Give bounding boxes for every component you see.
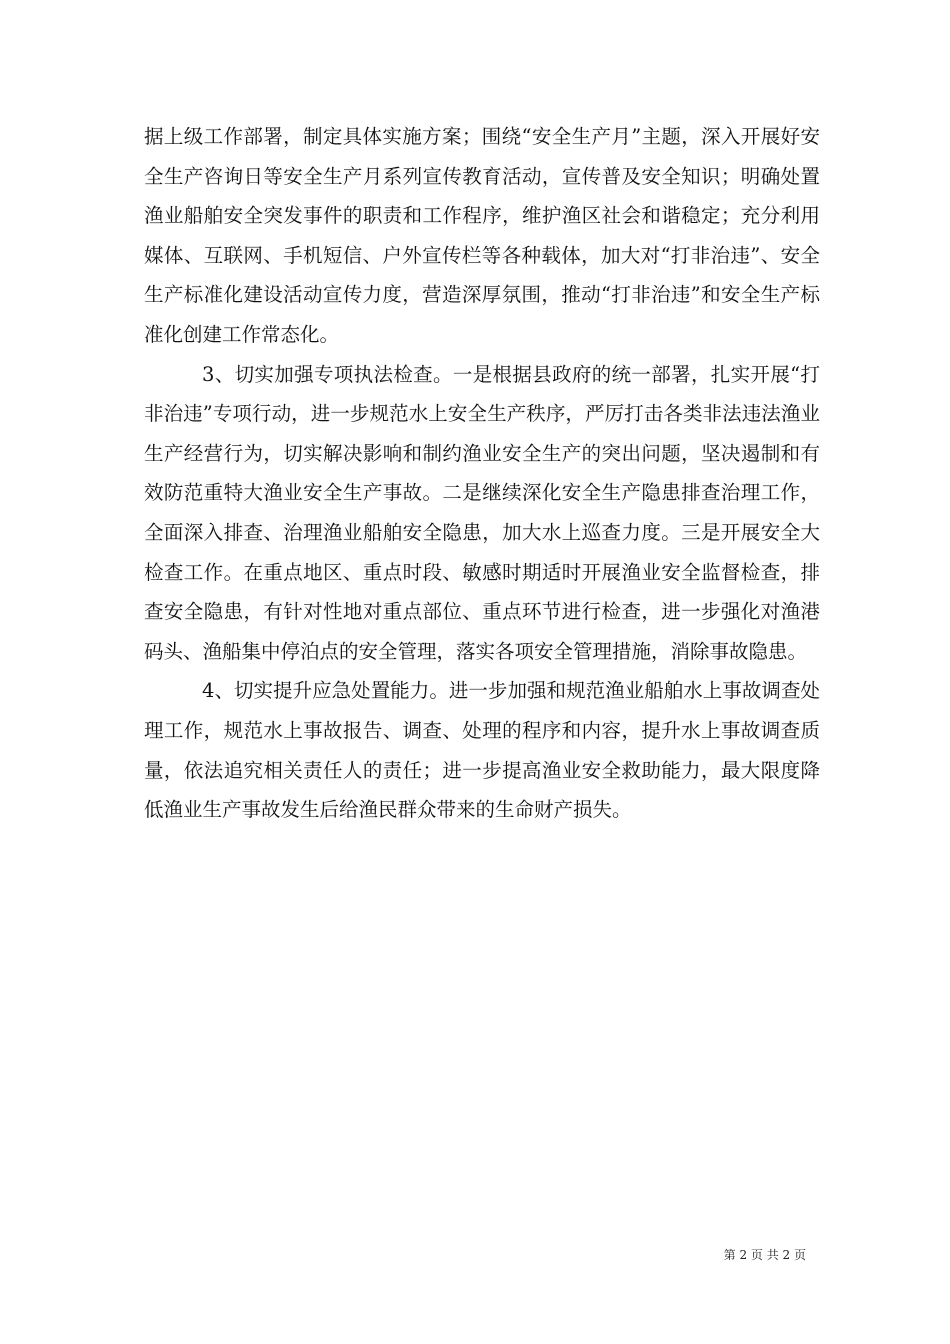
document-body (144, 117, 820, 830)
paragraph-item-3: 3、切实加强专项执法检查。一是根据县政府的统一部署，扎实开展“打非治违”专项行动，进一步规范水上安全生产秩序，严厉打击各类非法违法渔业生产经营行为，切实解决影响和制约渔业安全生产的突出问题，坚决遏制和有效防范重特大渔业安全生产事故。二是继续深化安全生产隐患排查治理工作，全面深入排查、治理渔业船舶安全隐患，加大水上巡查力度。三是开展安全大检查工作。在重点地区、重点时段、敏感时期适时开展渔业安全监督检查，排查安全隐患，有针对性地对重点部位、重点环节进行检查，进一步强化对渔港码头、渔船集中停泊点的安全管理，落实各项安全管理措施，消除事故隐患。 (144, 362, 820, 663)
paragraph-item-4: 4、切实提升应急处置能力。进一步加强和规范渔业船舶水上事故调查处理工作，规范水上事故报告、调查、处理的程序和内容，提升水上事故调查质量，依法追究相关责任人的责任；进一步提高渔业安全救助能力，最大限度降低渔业生产事故发生后给渔民群众带来的生命财产损失。 (144, 679, 820, 822)
paragraph-continuation: 据上级工作部署，制定具体实施方案；围绕“安全生产月”主题，深入开展好安全生产咨询日等安全生产月系列宣传教育活动，宣传普及安全知识；明确处置渔业船舶安全突发事件的职责和工作程序，维护渔区社会和谐稳定；充分利用媒体、互联网、手机短信、户外宣传栏等各种载体，加大对“打非治违”、安全生产标准化建设活动宣传力度，营造深厚氛围，推动“打非治违”和安全生产标准化创建工作常态化。 (144, 125, 820, 346)
page-number-footer: 第 2 页 共 2 页 (723, 1248, 806, 1262)
